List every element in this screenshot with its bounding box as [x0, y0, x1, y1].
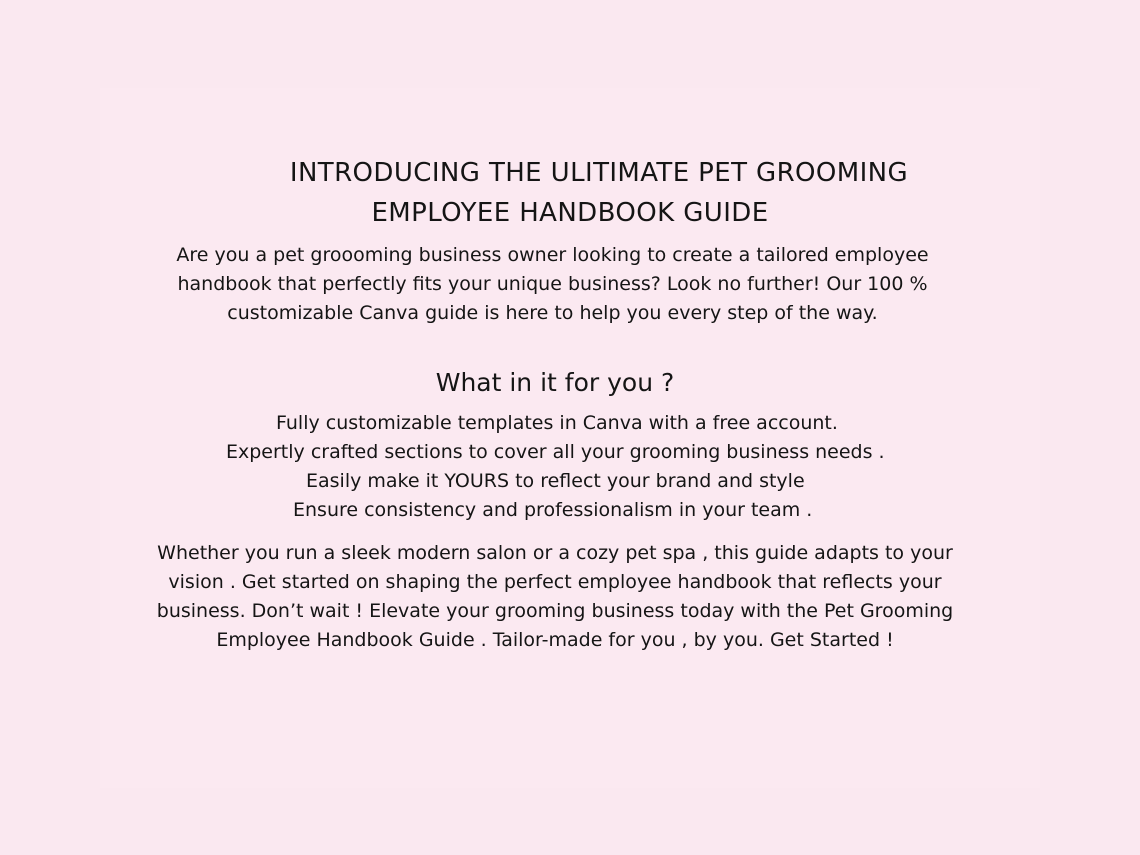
benefit-item: Fully customizable templates in Canva with a free account.	[276, 412, 838, 434]
benefits-list	[170, 409, 970, 525]
page-title	[120, 153, 1020, 233]
closing-paragraph: Whether you run a sleek modern salon or a cozy pet spa , this guide adapts to your vision . Get started on shaping the perfect employee handbook that reflects your business. Don’t wait ! Elevate your grooming business today with the Pet Grooming Employee Handbook Guide . Tailor-made for you , by you. Get Started !	[156, 542, 954, 651]
benefit-item: Ensure consistency and professionalism in your team .	[293, 499, 813, 521]
section-heading: What in it for you ?	[435, 368, 675, 397]
benefit-item: Expertly crafted sections to cover all your grooming business needs .	[226, 441, 885, 463]
benefit-item: Easily make it YOURS to reflect your brand and style	[306, 470, 805, 492]
title-line-2: EMPLOYEE HANDBOOK GUIDE	[371, 198, 769, 228]
intro-paragraph: Are you a pet groooming business owner looking to create a tailored employee handbook that perfectly fits your unique business? Look no further! Our 100 % customizable Canva guide is here to help you every step of the way.	[176, 244, 929, 324]
title-line-1: INTRODUCING THE ULITIMATE PET GROOMING	[289, 158, 909, 188]
